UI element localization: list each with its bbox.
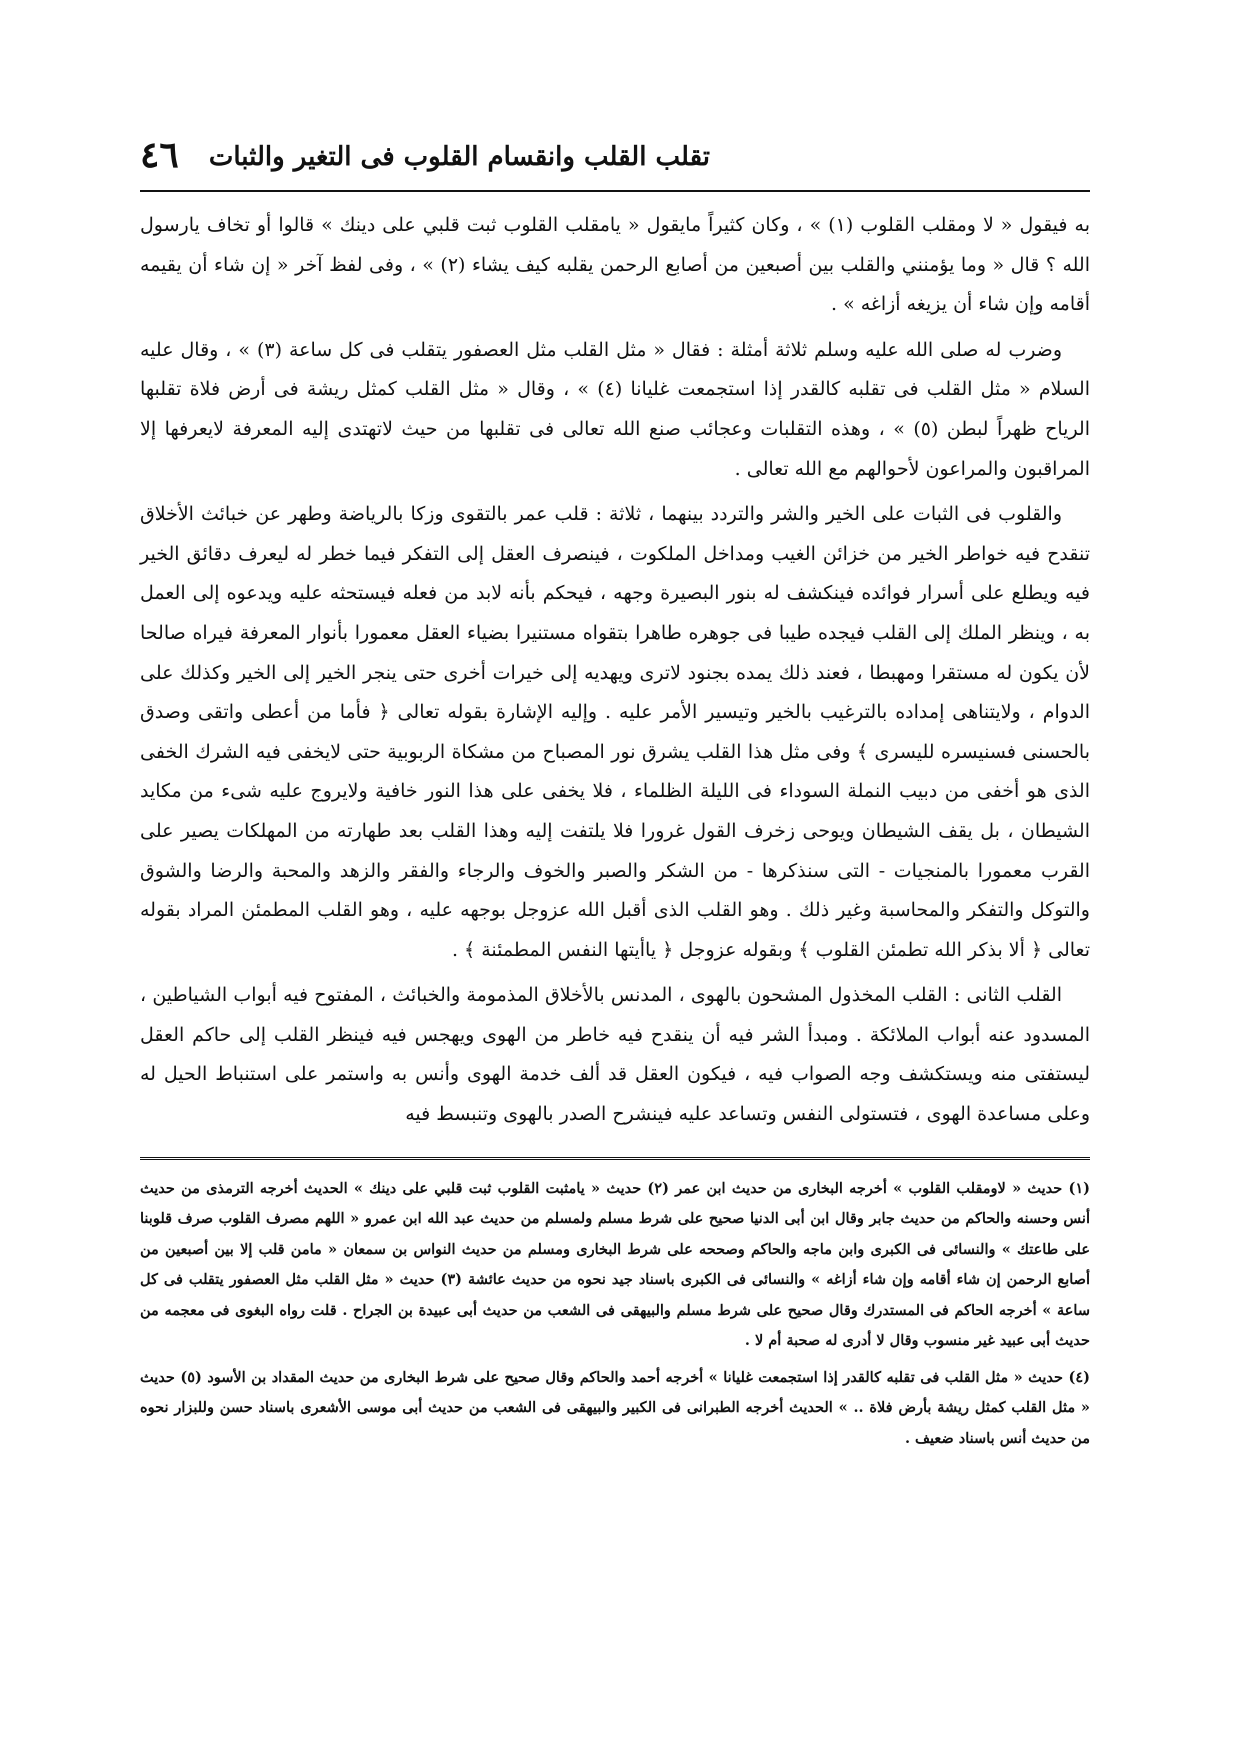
footnotes — [140, 1174, 1090, 1455]
footnote-block-1: (١) حديث « لاومقلب القلوب » أخرجه البخارى من حديث ابن عمر (٢) حديث « يامثبت القلوب ثبت قلبي على دينك » الحديث أخرجه الترمذى من حديث أنس وحسنه والحاكم من حديث جابر وقال ابن أبى الدنيا صحيح على شرط مسلم ولمسلم من حديث عبد الله ابن عمرو « اللهم مصرف القلوب صرف قلوبنا على طاعتك » والنسائى فى الكبرى وابن ماجه والحاكم وصححه على شرط البخارى ومسلم من حديث النواس بن سمعان « مامن قلب إلا بين أصبعين من أصابع الرحمن إن شاء أقامه وإن شاء أزاغه » والنسائى فى الكبرى باسناد جيد نحوه من حديث عائشة (٣) حديث « مثل القلب مثل العصفور يتقلب فى كل ساعة » أخرجه الحاكم فى المستدرك وقال صحيح على شرط مسلم والبيهقى فى الشعب من حديث أبى عبيدة بن الجراح . قلت رواه البغوى فى معجمه من حديث أبى عبيد غير منسوب وقال لا أدرى له صحبة أم لا . — [140, 1179, 1091, 1350]
page-header — [140, 130, 1090, 192]
main-text — [140, 206, 1090, 1135]
footnote-block-2: (٤) حديث « مثل القلب فى تقلبه كالقدر إذا استجمعت غليانا » أخرجه أحمد والحاكم وقال صحيح على شرط البخارى من حديث المقداد بن الأسود (٥) حديث « مثل القلب كمثل ريشة بأرض فلاة .. » الحديث أخرجه الطبرانى فى الكبير والبيهقى فى الشعب من حديث أبى موسى الأشعرى باسناد حسن وللبزار نحوه من حديث أنس باسناد ضعيف . — [140, 1368, 1090, 1447]
book-page — [140, 130, 1090, 1690]
paragraph-3: والقلوب فى الثبات على الخير والشر والتردد بينهما ، ثلاثة : قلب عمر بالتقوى وزكا بالرياضة وطهر عن خبائث الأخلاق تنقدح فيه خواطر الخير من خزائن الغيب ومداخل الملكوت ، فينصرف العقل إلى التفكر فيما خطر له ليعرف دقائق الخير فيه ويطلع على أسرار فوائده فينكشف له بنور البصيرة وجهه ، فيحكم بأنه لابد من فعله فيستحثه عليه ويدعوه إلى العمل به ، وينظر الملك إلى القلب فيجده طيبا فى جوهره طاهرا بتقواه مستنيرا بضياء العقل معمورا بأنوار المعرفة فيراه صالحا لأن يكون له مستقرا ومهبطا ، فعند ذلك يمده بجنود لاترى ويهديه إلى خيرات أخرى حتى ينجر الخير إلى الخير وكذلك على الدوام ، ولايتناهى إمداده بالترغيب بالخير وتيسير الأمر عليه . وإليه الإشارة بقوله تعالى ﴿ فأما من أعطى واتقى وصدق بالحسنى فسنيسره لليسرى ﴾ وفى مثل هذا القلب يشرق نور المصباح من مشكاة الربوبية حتى لايخفى فيه الشرك الخفى الذى هو أخفى من دبيب النملة السوداء فى الليلة الظلماء ، فلا يخفى على هذا النور خافية ولايروج عليه شىء من مكايد الشيطان ، بل يقف الشيطان ويوحى زخرف القول غرورا فلا يلتفت إليه وهذا القلب بعد طهارته من المهلكات يصير على القرب معمورا بالمنجيات - التى سنذكرها - من الشكر والصبر والخوف والرجاء والفقر والزهد والمحبة والرضا والشوق والتوكل والتفكر والمحاسبة وغير ذلك . وهو القلب الذى أقبل الله عزوجل بوجهه عليه ، وهو القلب المطمئن المراد بقوله تعالى ﴿ ألا بذكر الله تطمئن القلوب ﴾ وبقوله عزوجل ﴿ ياأيتها النفس المطمئنة ﴾ . — [140, 503, 1090, 961]
paragraph-4: القلب الثانى : القلب المخذول المشحون بالهوى ، المدنس بالأخلاق المذمومة والخبائث ، المفتوح فيه أبواب الشياطين ، المسدود عنه أبواب الملائكة . ومبدأ الشر فيه أن ينقدح فيه خاطر من الهوى ويهجس فيه فينظر القلب إلى حاكم العقل ليستفتى منه ويستكشف وجه الصواب فيه ، فيكون العقل قد ألف خدمة الهوى وأنس به واستمر على استنباط الحيل له وعلى مساعدة الهوى ، فتستولى النفس وتساعد عليه فينشرح الصدر بالهوى وتنبسط فيه — [140, 984, 1090, 1126]
paragraph-1: به فيقول « لا ومقلب القلوب (١) » ، وكان كثيراً مايقول « يامقلب القلوب ثبت قلبي على دينك » قالوا أو تخاف يارسول الله ؟ قال « وما يؤمنني والقلب بين أصبعين من أصابع الرحمن يقلبه كيف يشاء (٢) » ، وفى لفظ آخر « إن شاء أن يقيمه أقامه وإن شاء أن يزيغه أزاغه » . — [140, 214, 1090, 316]
page-number: ٤٦ — [140, 134, 179, 176]
paragraph-2: وضرب له صلى الله عليه وسلم ثلاثة أمثلة : فقال « مثل القلب مثل العصفور يتقلب فى كل ساعة (٣) » ، وقال عليه السلام « مثل القلب فى تقلبه كالقدر إذا استجمعت غليانا (٤) » ، وقال « مثل القلب كمثل ريشة فى أرض فلاة تقلبها الرياح ظهراً لبطن (٥) » ، وهذه التقلبات وعجائب صنع الله تعالى فى تقلبها من حيث لاتهتدى إليه المعرفة لايعرفها إلا المراقبون والمراعون لأحوالهم مع الله تعالى . — [140, 338, 1090, 480]
running-title: تقلب القلب وانقسام القلوب فى التغير والثبات — [208, 142, 710, 172]
footnote-divider — [140, 1157, 1090, 1160]
